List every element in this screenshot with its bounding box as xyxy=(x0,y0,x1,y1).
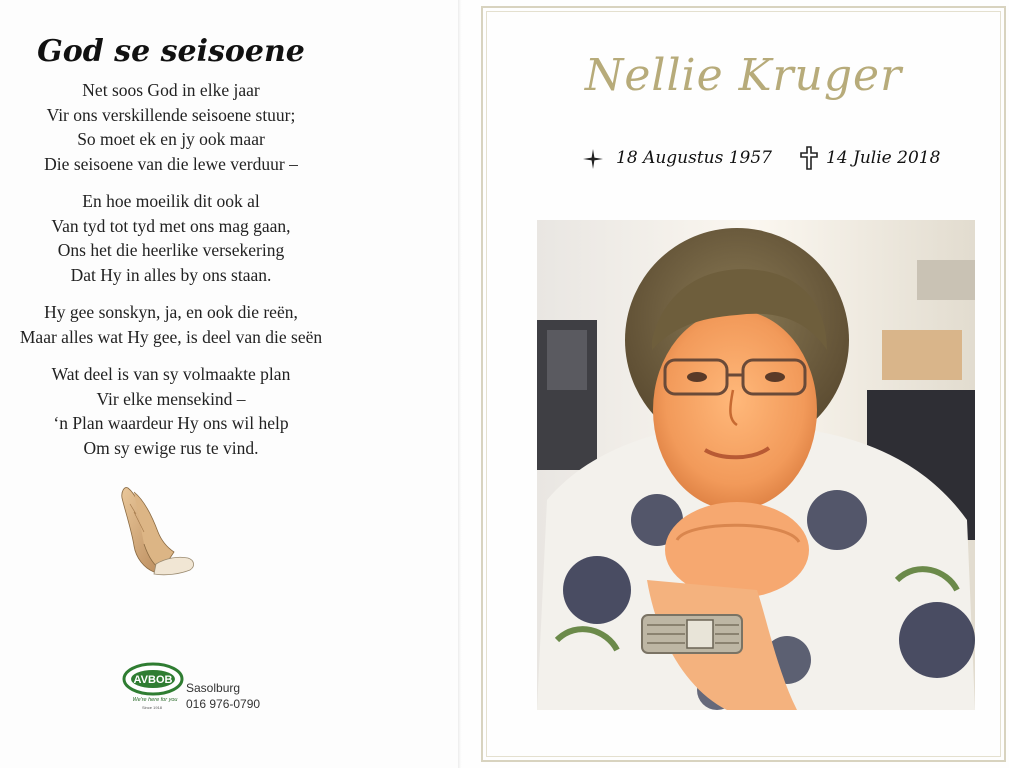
logo-tagline: We're here for you xyxy=(132,697,178,703)
stanza-3 xyxy=(0,300,342,349)
praying-hands-icon xyxy=(114,484,198,580)
poem-line: Vir elke mensekind – xyxy=(96,388,246,409)
poem-line: Hy gee sonskyn, ja, en ook die reën, xyxy=(44,302,298,322)
birth-date: 18 Augustus 1957 xyxy=(616,148,772,168)
poem-line: Dat Hy in alles by ons staan. xyxy=(70,264,272,285)
poem-line: Die seisoene van die lewe verduur – xyxy=(44,153,298,174)
stanza-1 xyxy=(0,78,342,176)
logo-brand: AVBOB xyxy=(133,674,173,686)
logo-phone: 016 976-0790 xyxy=(186,697,261,711)
death-date: 14 Julie 2018 xyxy=(826,148,941,168)
poem-line: Ons het die heerlike versekering xyxy=(57,240,285,260)
poem-title: God se seisoene xyxy=(37,34,305,69)
poem-line: Om sy ewige rus te vind. xyxy=(83,437,259,458)
portrait-photo xyxy=(537,220,975,710)
poem-line: En hoe moeilik dit ook al xyxy=(82,191,260,211)
life-dates xyxy=(582,146,962,176)
poem-line: Maar alles wat Hy gee, is deel van die seën xyxy=(19,326,323,347)
logo-city: Sasolburg xyxy=(186,681,241,695)
avbob-logo-icon xyxy=(122,662,184,696)
logo-since: Since 1918 xyxy=(142,705,163,710)
star-icon xyxy=(582,148,604,170)
poem-line: So moet ek en jy ook maar xyxy=(77,129,265,149)
poem-line: ‘n Plan waardeur Hy ons wil help xyxy=(53,413,289,433)
poem-line: Wat deel is van sy volmaakte plan xyxy=(51,364,291,384)
deceased-name: Nellie Kruger xyxy=(584,50,903,101)
cross-icon xyxy=(800,146,818,170)
funeral-logo xyxy=(122,662,322,722)
poem xyxy=(0,78,342,473)
poem-line: Net soos God in elke jaar xyxy=(82,80,260,100)
stanza-4 xyxy=(0,362,342,460)
stanza-2 xyxy=(0,189,342,287)
poem-line: Vir ons verskillende seisoene stuur; xyxy=(46,104,296,125)
poem-line: Van tyd tot tyd met ons mag gaan, xyxy=(51,215,291,236)
